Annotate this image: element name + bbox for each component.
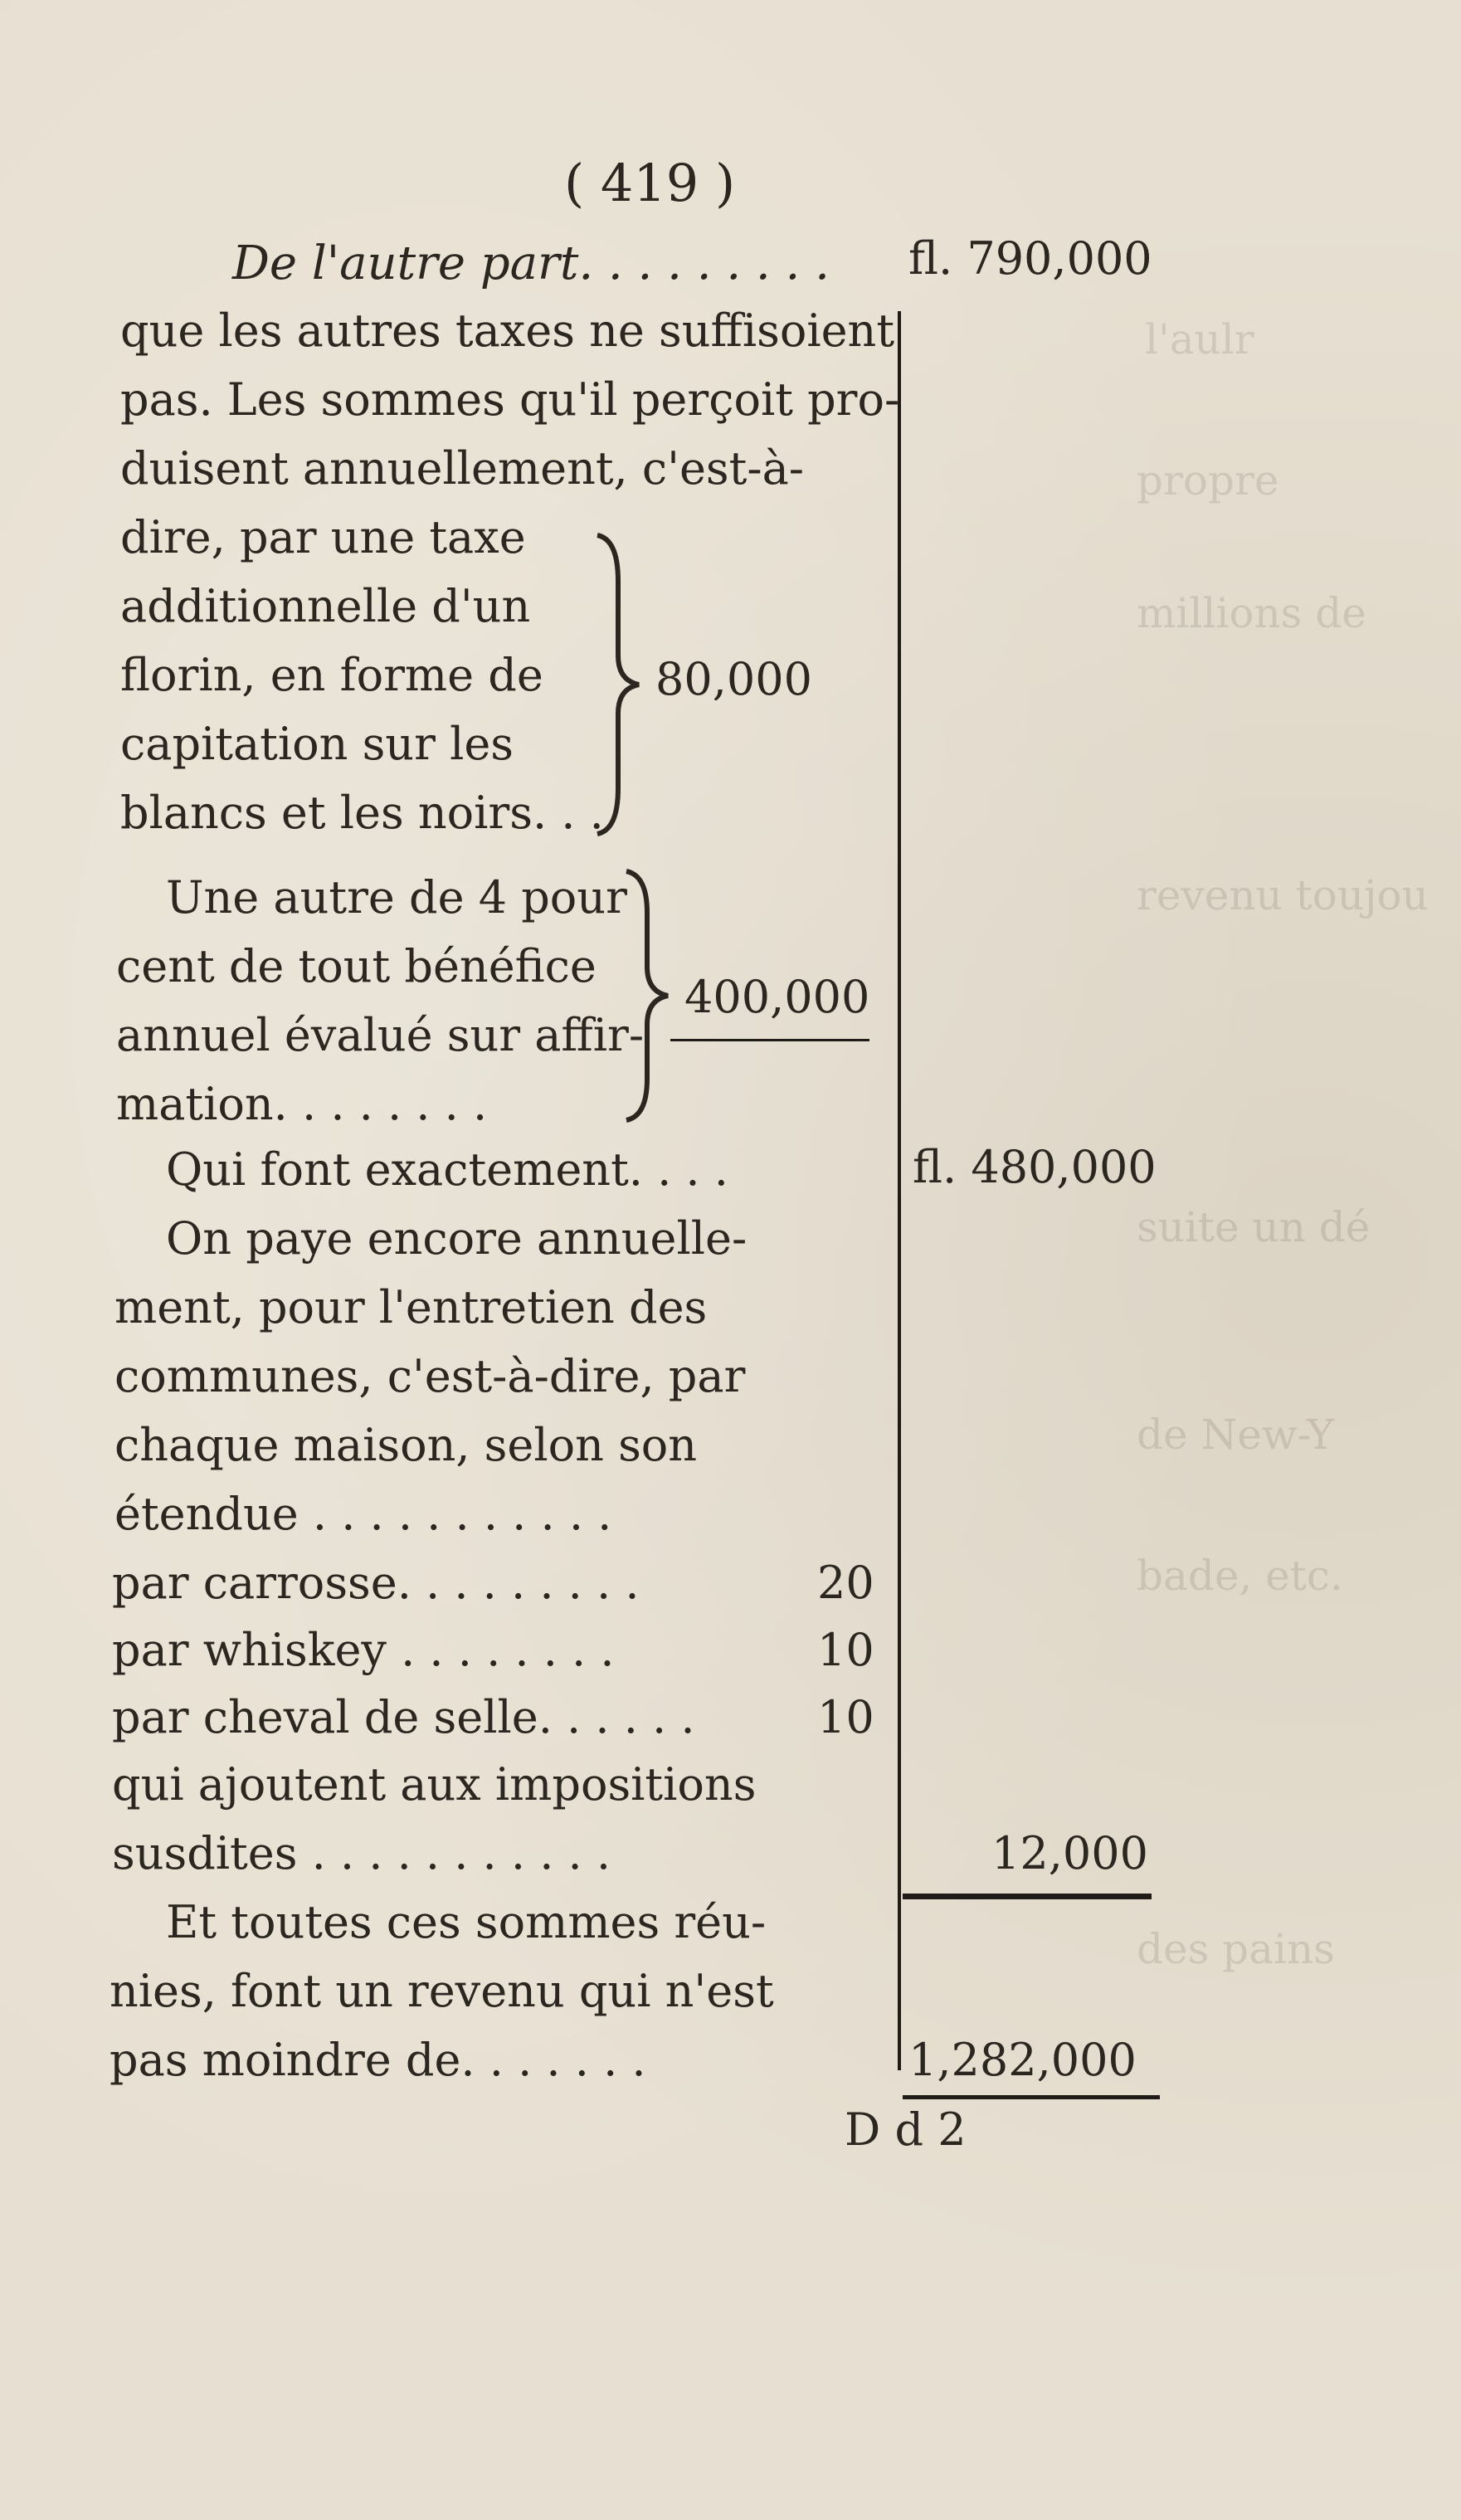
- text-line: dire, par une taxe: [120, 511, 526, 563]
- carry-forward-amount: fl. 790,000: [908, 232, 1152, 285]
- curly-brace-icon: [614, 867, 680, 1124]
- subtotal-label: Qui font exactement. . . .: [166, 1143, 728, 1196]
- text-line: nies, font un revenu qui n'est: [110, 1965, 774, 2017]
- carry-forward-label: De l'autre part. . . . . . . . .: [232, 236, 830, 290]
- text-line: pas moindre de. . . . . . .: [110, 2034, 646, 2086]
- text-line: florin, en forme de: [120, 649, 543, 701]
- text-line: Une autre de 4 pour: [166, 871, 627, 924]
- signature-mark: D d 2: [845, 2103, 967, 2156]
- column-rule: [898, 311, 901, 2070]
- text-line: blancs et les noirs. . .: [120, 787, 604, 839]
- text-line: que les autres taxes ne suffisoient: [120, 305, 895, 357]
- text-line: communes, c'est-à-dire, par: [114, 1350, 746, 1402]
- fee-value: 20: [817, 1557, 874, 1609]
- text-line: additionnelle d'un: [120, 580, 531, 632]
- fee-total-amount: 12,000: [991, 1827, 1148, 1879]
- curly-brace-icon: [581, 531, 647, 838]
- text-line: On paye encore annuelle-: [166, 1212, 748, 1265]
- text-line: chaque maison, selon son: [114, 1419, 698, 1471]
- tax-amount: 400,000: [684, 971, 870, 1023]
- text-line: qui ajoutent aux impositions: [112, 1758, 757, 1811]
- sum-rule: [903, 1894, 1152, 1899]
- fee-value: 10: [817, 1691, 874, 1743]
- text-line: Et toutes ces sommes réu-: [166, 1896, 767, 1948]
- text-line: cent de tout bénéfice: [116, 940, 597, 992]
- fee-value: 10: [817, 1624, 874, 1676]
- text-line: par whiskey . . . . . . . .: [112, 1624, 615, 1676]
- grand-total-amount: 1,282,000: [908, 2034, 1137, 2086]
- text-line: ment, pour l'entretien des: [114, 1281, 708, 1333]
- text-line: capitation sur les: [120, 718, 514, 770]
- book-page: l'aulr propre millions de revenu toujou suite un dé de New-Y bade, etc. des pains ( 419 ) De l'autre part. . . . . . . . . fl. 790,000 que les autres taxes ne suffisoient pas. Les sommes qu'il perçoit pro- duisent annuellement, c'est-à- dire, par une taxe additionnelle d'un florin, en forme de capitation sur les blancs et les noirs. . . 80,000 Une autre de 4 pour cent de tout bénéfice annuel évalué sur affir- mation. . . . . . . . 400,000 Qui font exactement. . . . fl. 480,000 On paye encore annuelle- ment, pour l'entretien des communes, c'est-à-dire, par chaque maison, selon son étendue . . . . . . . . . . . par carrosse. . . . . . . . . 20 par whiskey . . . . . . . . 10 par cheval de selle. . . . . . 10 qui ajoutent aux impositions susdites . . . . . . . . . . . 12,000 Et toutes ces sommes réu- nies, font un revenu qui n'est pas moindre de. . . . . . . 1,282,000 D d 2: [0, 0, 1461, 2520]
- subtotal-amount: fl. 480,000: [913, 1141, 1157, 1193]
- text-line: pas. Les sommes qu'il perçoit pro-: [120, 373, 900, 426]
- text-line: étendue . . . . . . . . . . .: [114, 1488, 612, 1540]
- text-line: susdites . . . . . . . . . . .: [112, 1827, 611, 1879]
- text-line: par cheval de selle. . . . . .: [112, 1691, 695, 1743]
- text-line: par carrosse. . . . . . . . .: [112, 1557, 640, 1609]
- sum-rule: [903, 2095, 1160, 2099]
- text-line: mation. . . . . . . .: [116, 1078, 488, 1130]
- text-line: annuel évalué sur affir-: [116, 1009, 645, 1061]
- tax-amount: 80,000: [655, 653, 812, 705]
- sum-rule: [670, 1039, 869, 1041]
- text-line: duisent annuellement, c'est-à-: [120, 442, 805, 495]
- page-number: ( 419 ): [564, 153, 736, 213]
